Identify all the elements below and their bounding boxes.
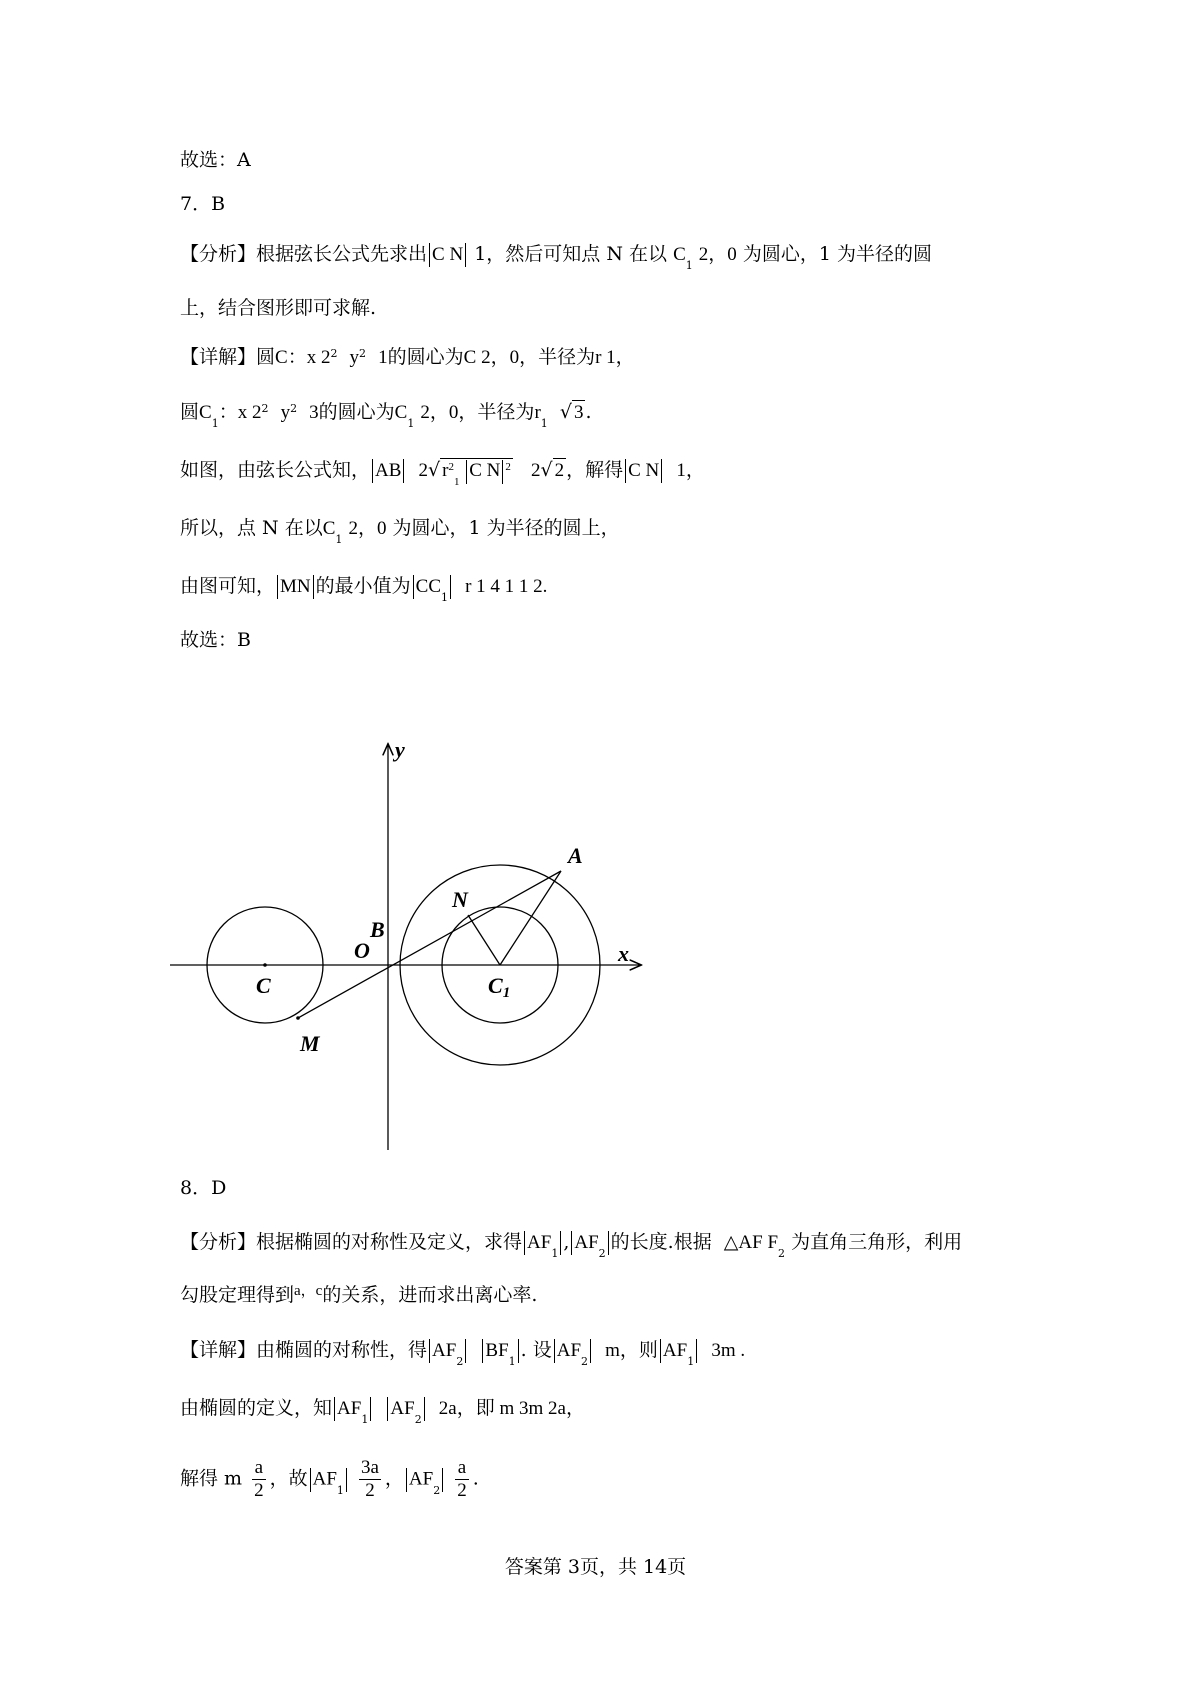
analysis-line: 【分析】根据椭圆的对称性及定义，求得 $AF_1$, $AF_2$的长度.根据 △AF $F_2$ 为直角三角形，利用 bbox=[180, 1231, 963, 1260]
detail-line: 如图，由弦长公式知， AB 2√ $r^2_1$ C N $^2$ 2√ 2 ，解得 C N 1， bbox=[180, 459, 705, 488]
y-axis-label: y bbox=[395, 737, 405, 762]
page-footer: 答案第 3页，共 14页 bbox=[504, 1556, 687, 1578]
segment-c1n bbox=[468, 915, 500, 965]
text-line: 上，结合图形即可求解. bbox=[180, 297, 377, 319]
text-line: 故选：B bbox=[180, 629, 251, 651]
math-c1n: C N bbox=[432, 244, 464, 265]
geometry-figure bbox=[170, 735, 650, 1155]
question-number: 8．D bbox=[180, 1177, 227, 1199]
question-number: 7．B bbox=[180, 193, 226, 215]
line-ma bbox=[298, 871, 561, 1018]
point-a-label: A bbox=[568, 843, 583, 868]
analysis-line: 【分析】根据弦长公式先求出 C N 1，然后可知点 N 在以 $C_1$ 2，0 为圆心，1 为半径的圆 bbox=[180, 243, 932, 272]
detail-line: 【详解】由椭圆的对称性，得 $AF_2$ $BF_1$. 设 $AF_2$ m，则 $AF_1$ 3m . bbox=[180, 1339, 746, 1368]
text-line: 勾股定理得到$^{a,c}$的关系，进而求出离心率. bbox=[180, 1283, 538, 1306]
detail-line: 所以，点 N 在以$C_1$ 2，0 为圆心，1 为半径的圆上， bbox=[180, 517, 620, 546]
point-b-label: B bbox=[370, 917, 385, 942]
detail-line: 由图可知， MN 的最小值为 $CC_1$ r 1 4 1 1 2. bbox=[180, 575, 548, 604]
x-axis-label: x bbox=[618, 941, 629, 966]
point-c-label: C bbox=[256, 973, 271, 998]
point-n-label: N bbox=[452, 887, 468, 912]
detail-line: 解得 m $\frac{a}{2}$ ，故 $AF_1$ $\frac{3a}{2}$ ， $AF_2$ $\frac{a}{2}$ . bbox=[180, 1457, 479, 1501]
point-m-label: M bbox=[300, 1031, 320, 1056]
segment-c1a bbox=[500, 871, 561, 965]
text-line: 故选：A bbox=[180, 149, 251, 171]
point-c1-label: C1 bbox=[488, 973, 511, 1001]
detail-line: 【详解】圆C：x $2^2$ $y^2$ 1的圆心为C 2，0，半径为r 1， bbox=[180, 346, 635, 368]
detail-line: 由椭圆的定义，知 $AF_1$ $AF_2$ 2a，即 m 3m 2a， bbox=[180, 1397, 585, 1426]
detail-line: 圆$C_1$：x $2^2$ $y^2$ 3的圆心为$C_1$ 2，0，半径为$r_1$ √ 3 . bbox=[180, 401, 592, 430]
origin-label: O bbox=[354, 938, 370, 963]
